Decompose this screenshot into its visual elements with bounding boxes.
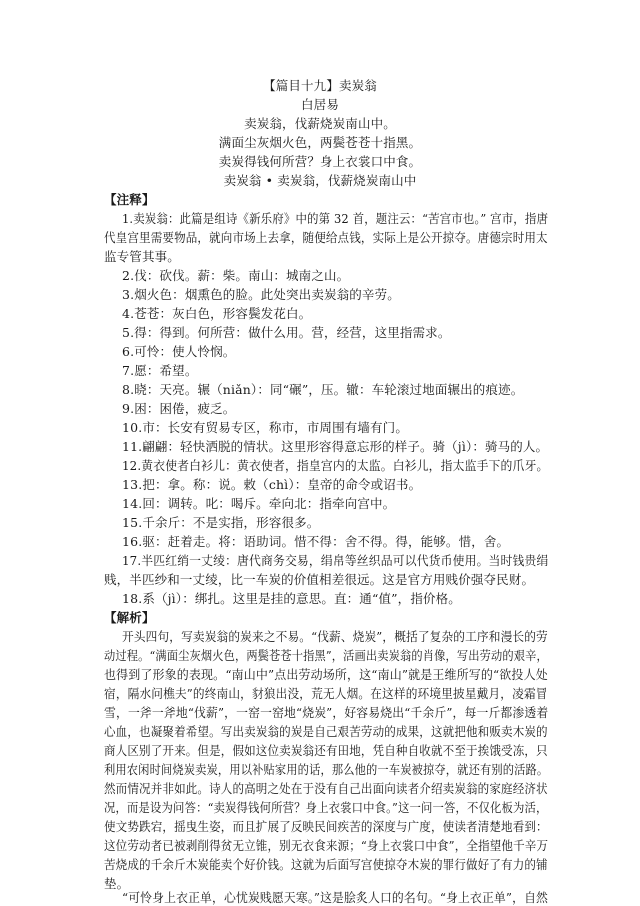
- note-line: 监专管其事。: [104, 249, 180, 264]
- analysis-line: 苦烧成的千余斤木炭能卖个好价钱。这就为后面写宫使掠夺木炭的罪行做好了有力的铺: [104, 857, 548, 872]
- note-line: 18.系（jì）：绑扎。这里是挂的意思。直：通“值”，指价格。: [122, 591, 461, 606]
- poem-line: 卖炭得钱何所营？身上衣裳口中食。: [218, 154, 422, 169]
- note-line: 10.市：长安有贸易专区，称市，市周围有墙有门。: [122, 420, 408, 435]
- analysis-line: 这位劳动者已被剥削得贫无立锥，别无衣食来源；“身上衣裳口中食”，全指望他千辛万: [104, 838, 549, 853]
- note-line: 11.翩翩：轻快洒脱的情状。这里形容得意忘形的样子。骑（jì）：骑马的人。: [122, 439, 549, 454]
- analysis-heading: 【解析】: [104, 610, 155, 625]
- poem-line: 卖炭翁 • 卖炭翁，伐薪烧炭南山中: [223, 173, 417, 188]
- note-line: 12.黄衣使者白衫儿：黄衣使者，指皇宫内的太监。白衫儿，指太监手下的爪牙。: [122, 458, 549, 473]
- note-line: 17.半匹红绡一丈绫：唐代商务交易，绢帛等丝织品可以代货币使用。当时钱贵绢: [122, 553, 549, 568]
- analysis-line: 况，而是设为问答：“卖炭得钱何所营？身上衣裳口中食。”这一问一答，不仅化板为活，: [104, 800, 548, 815]
- note-line: 6.可怜：使人怜悯。: [122, 344, 236, 359]
- notes-heading: 【注释】: [104, 192, 155, 207]
- note-line: 4.苍苍：灰白色，形容鬓发花白。: [122, 306, 312, 321]
- note-line: 1.卖炭翁：此篇是组诗《新乐府》中的第 32 首，题注云：“苦宫市也。” 宫市，指唐: [122, 211, 549, 226]
- note-line: 13.把：拿。称：说。敕（chì）：皇帝的命令或诏书。: [122, 477, 422, 492]
- note-line: 16.驱：赶着走。将：语助词。惜不得：舍不得。得，能够。惜，舍。: [122, 534, 510, 549]
- analysis-line: 心血，也凝聚着希望。写出卖炭翁的炭是自己艰苦劳动的成果，这就把他和贩卖木炭的: [104, 724, 548, 739]
- analysis-line: “可怜身上衣正单，心忧炭贱愿天寒。”这是脍炙人口的名句。“身上衣正单”，自然: [122, 890, 549, 905]
- document-title: 【篇目十九】卖炭翁: [263, 78, 377, 93]
- analysis-line: 也得到了形象的表现。“南山中”点出劳动场所，这“南山”就是王维所写的“欲投人处: [104, 667, 548, 682]
- note-line: 2.伐：砍伐。薪：柴。南山：城南之山。: [122, 268, 350, 283]
- note-line: 贱，半匹纱和一丈绫，比一车炭的价值相差很远。这是官方用贱价强夺民财。: [104, 572, 535, 587]
- note-line: 14.回：调转。叱：喝斥。牵向北：指牵向宫中。: [122, 496, 396, 511]
- analysis-line: 垫。: [104, 876, 130, 891]
- note-line: 5.得：得到。何所营：做什么用。营，经营，这里指需求。: [122, 325, 451, 340]
- analysis-line: 开头四句，写卖炭翁的炭来之不易。“伐薪、烧炭”，概括了复杂的工序和漫长的劳: [122, 629, 548, 644]
- analysis-line: 动过程。“满面尘灰烟火色，两鬓苍苍十指黑”，活画出卖炭翁的肖像，写出劳动的艰辛，: [104, 648, 548, 663]
- note-line: 8.晓：天亮。辗（niǎn）：同“碾”，压。辙：车轮滚过地面辗出的痕迹。: [122, 382, 524, 397]
- note-line: 15.千余斤：不是实指，形容很多。: [122, 515, 320, 530]
- note-line: 代皇宫里需要物品，就向市场上去拿，随便给点钱，实际上是公开掠夺。唐德宗时用太: [104, 230, 548, 245]
- note-line: 9.困：困倦，疲乏。: [122, 401, 236, 416]
- analysis-line: 雪，一斧一斧地“伐薪”，一窑一窑地“烧炭”，好容易烧出“千余斤”，每一斤都渗透着: [104, 705, 549, 720]
- analysis-line: 商人区别了开来。但是，假如这位卖炭翁还有田地，凭自种自收就不至于挨饿受冻，只: [104, 743, 548, 758]
- analysis-line: 然而情况并非如此。诗人的高明之处在于没有自己出面向读者介绍卖炭翁的家庭经济状: [104, 781, 548, 796]
- analysis-line: 宿，隔水问樵夫”的终南山，豺狼出没，荒无人烟。在这样的环境里披星戴月，凌霜冒: [104, 686, 548, 701]
- poem-line: 满面尘灰烟火色，两鬓苍苍十指黑。: [218, 135, 422, 150]
- analysis-line: 利用农闲时间烧炭卖炭，用以补贴家用的话，那么他的一车炭被掠夺，就还有别的活路。: [104, 762, 549, 777]
- note-line: 7.愿：希望。: [122, 363, 198, 378]
- note-line: 3.烟火色：烟熏色的脸。此处突出卖炭翁的辛劳。: [122, 287, 400, 302]
- poem-line: 卖炭翁，伐薪烧炭南山中。: [244, 116, 396, 131]
- analysis-line: 使文势跌宕，摇曳生姿，而且扩展了反映民间疾苦的深度与广度，使读者清楚地看到：: [104, 819, 548, 834]
- poem-author: 白居易: [301, 97, 339, 112]
